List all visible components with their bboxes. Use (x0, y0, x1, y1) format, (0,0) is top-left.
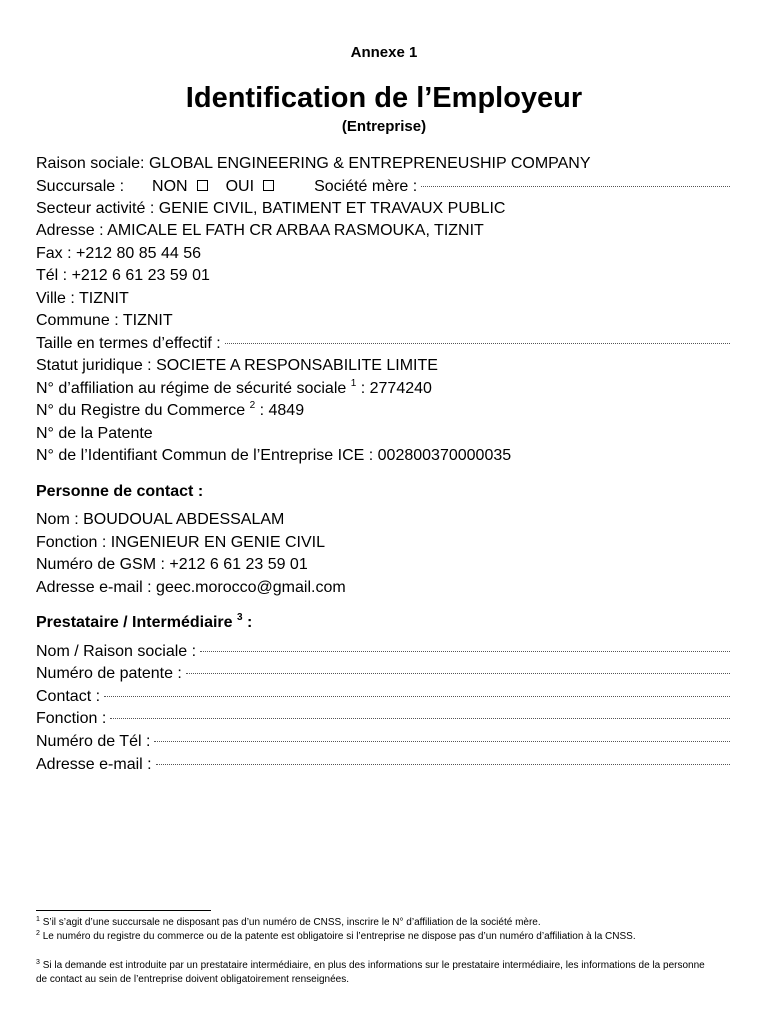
oui-label: OUI (225, 178, 255, 195)
tel-line: Tél : +212 6 61 23 59 01 (36, 267, 210, 284)
prestataire-tel-label: Numéro de Tél : (36, 733, 151, 750)
footnote-3 (36, 959, 718, 987)
succursale-line (36, 176, 730, 198)
affiliation-label: N° d’affiliation au régime de sécurité sociale (36, 380, 347, 397)
statut-line: Statut juridique : SOCIETE A RESPONSABILITE LIMITE (36, 357, 438, 374)
oui-checkbox[interactable] (263, 180, 274, 191)
taille-line (36, 333, 730, 355)
ville-line: Ville : TIZNIT (36, 290, 129, 307)
footnote-1-number: 1 (36, 916, 40, 923)
prestataire-patente-label: Numéro de patente : (36, 665, 182, 682)
prestataire-contact-label: Contact : (36, 688, 101, 705)
prestataire-email-label: Adresse e-mail : (36, 756, 152, 773)
prestataire-heading-text: Prestataire / Intermédiaire (36, 614, 233, 631)
prestataire-patente-line (36, 663, 730, 685)
registre-label: N° du Registre du Commerce (36, 402, 246, 419)
contact-heading: Personne de contact : (36, 483, 204, 500)
contact-email-line: Adresse e-mail : geec.morocco@gmail.com (36, 579, 346, 596)
page-title: Identification de l’Employeur (185, 82, 583, 114)
prestataire-fonction-label: Fonction : (36, 710, 107, 727)
footnote-2-text: Le numéro du registre du commerce ou de la patente est obligatoire si l’entreprise ne dispose pas d’un numéro d’affiliation à la CNSS. (42, 931, 636, 942)
prestataire-heading (36, 614, 252, 632)
footnote-3-text: Si la demande est introduite par un prestataire intermédiaire, en plus des informations sur le prestataire intermédiaire, les informations de la personne de contact au sein de l’entreprise doivent obligatoirement renseignées. (36, 960, 705, 985)
prestataire-nom-label: Nom / Raison sociale : (36, 643, 197, 660)
prestataire-contact-line (36, 686, 730, 708)
contact-fonction-line: Fonction : INGENIEUR EN GENIE CIVIL (36, 534, 325, 551)
prestataire-heading-colon: : (247, 614, 253, 631)
raison-sociale-line: Raison sociale: GLOBAL ENGINEERING & ENTREPRENEUSHIP COMPANY (36, 155, 591, 172)
commune-line: Commune : TIZNIT (36, 312, 173, 329)
page-subtitle: (Entreprise) (341, 118, 427, 135)
registre-value: : 4849 (259, 402, 305, 419)
prestataire-fonction-line (36, 708, 730, 730)
registre-line (36, 400, 730, 422)
societe-mere-field[interactable] (421, 185, 730, 187)
non-label: NON (152, 178, 188, 195)
footnote-3-number: 3 (36, 959, 40, 966)
footnote-ref-2: 2 (249, 400, 256, 411)
prestataire-tel-field[interactable] (154, 740, 730, 742)
annexe-label: Annexe 1 (350, 44, 418, 61)
prestataire-tel-line (36, 731, 730, 753)
footnote-2 (36, 930, 718, 944)
secteur-line: Secteur activité : GENIE CIVIL, BATIMENT ET TRAVAUX PUBLIC (36, 200, 506, 217)
taille-field[interactable] (225, 342, 730, 344)
ice-line: N° de l’Identifiant Commun de l’Entreprise ICE : 002800370000035 (36, 447, 512, 464)
prestataire-contact-field[interactable] (104, 695, 730, 697)
footnote-1 (36, 916, 718, 930)
prestataire-nom-field[interactable] (200, 650, 730, 652)
contact-gsm-line: Numéro de GSM : +212 6 61 23 59 01 (36, 556, 308, 573)
affiliation-value: : 2774240 (360, 380, 432, 397)
affiliation-line (36, 378, 730, 400)
prestataire-email-line (36, 754, 730, 776)
footnote-2-number: 2 (36, 930, 40, 937)
footnote-1-text: S’il s’agit d’une succursale ne disposant pas d’un numéro de CNSS, inscrire le N° d’affiliation de la société mère. (42, 917, 541, 928)
contact-nom-line: Nom : BOUDOUAL ABDESSALAM (36, 511, 285, 528)
non-checkbox[interactable] (197, 180, 208, 191)
taille-label: Taille en termes d’effectif : (36, 335, 221, 352)
fax-line: Fax : +212 80 85 44 56 (36, 245, 202, 262)
prestataire-nom-line (36, 641, 730, 663)
succursale-label: Succursale : (36, 178, 125, 195)
prestataire-email-field[interactable] (156, 763, 730, 765)
adresse-line: Adresse : AMICALE EL FATH CR ARBAA RASMOUKA, TIZNIT (36, 222, 484, 239)
footnote-ref-1: 1 (350, 378, 357, 389)
footnote-separator (36, 910, 211, 911)
patente-line: N° de la Patente (36, 425, 153, 442)
prestataire-patente-field[interactable] (186, 672, 730, 674)
prestataire-fonction-field[interactable] (110, 717, 730, 719)
societe-mere-label: Société mère : (314, 178, 418, 195)
footnote-ref-3: 3 (237, 612, 243, 623)
